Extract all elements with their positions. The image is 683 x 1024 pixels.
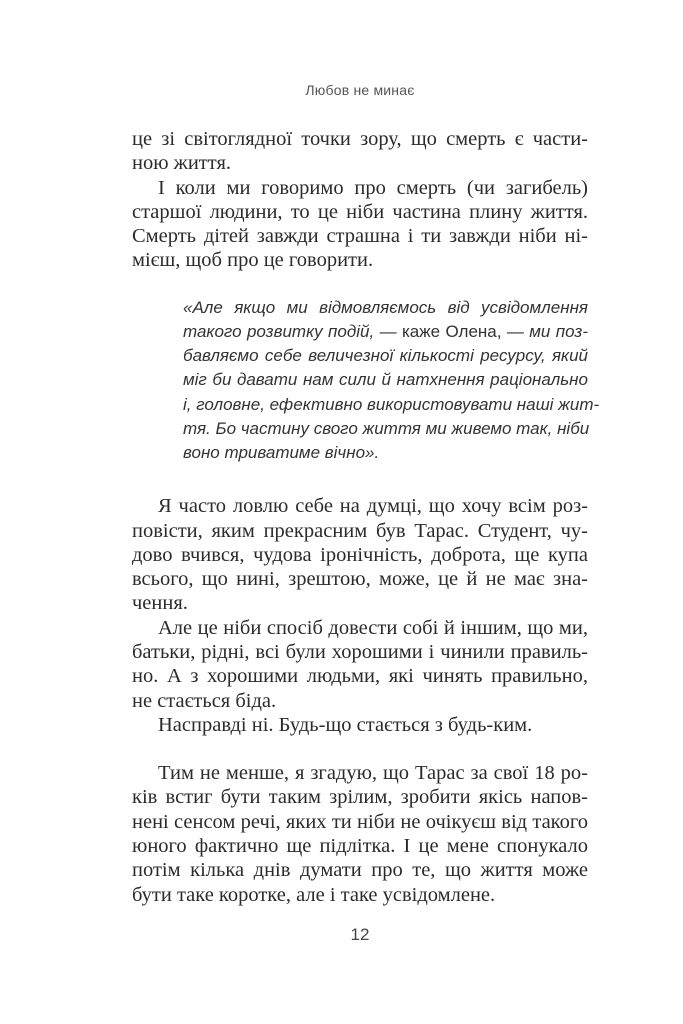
quote-line [183, 393, 600, 417]
text-line: не стається біда. [132, 689, 277, 712]
text-line: мієш, щоб про це говорити. [132, 249, 374, 272]
text-line: всього, що нині, зрештою, може, це й не має зна- [132, 568, 588, 591]
text-line: повісти, яким прекрасним був Тарас. Студент, чу- [132, 519, 588, 542]
text-line: Насправді ні. Будь-що стається з будь-ким. [158, 713, 533, 736]
paragraph-4 [132, 616, 588, 713]
block-quote [183, 296, 600, 465]
quote-text: «Але якщо ми відмовляємось від усвідомлення [183, 297, 588, 317]
quote-line [183, 296, 588, 320]
quote-line [183, 344, 588, 368]
paragraph-3 [132, 494, 588, 615]
text-line: це зі світоглядної точки зору, що смерть є части- [132, 128, 588, 150]
section-gap [132, 737, 588, 761]
quote-line [183, 320, 588, 344]
paragraph-1 [132, 127, 588, 176]
text-line: дово вчився, чудова іронічність, доброта, ще купа [132, 543, 588, 566]
text-line: бути таке коротке, але і таке усвідомлене. [132, 883, 496, 906]
text-line: чення. [132, 592, 188, 615]
text-line: ною життя. [132, 152, 231, 175]
text-line: юного фактично ще підлітка. І це мене спонукало [132, 835, 588, 858]
quote-attribution: — каже Олена, — [374, 321, 530, 341]
paragraph-6 [132, 761, 588, 907]
text-line: ків встиг бути таким зрілим, зробити якісь напов- [132, 786, 588, 809]
quote-text: бавляємо себе величезної кількості ресурсу, який [183, 346, 588, 366]
page-number: 12 [350, 925, 370, 944]
quote-line [183, 368, 588, 392]
running-head-title: Любов не минає [305, 82, 415, 98]
text-line: І коли ми говоримо про смерть (чи загибель) [158, 176, 588, 199]
text-line: потім кілька днів думати про те, що життя може [132, 859, 588, 882]
quote-text: тя. Бо частину свого життя ми живемо так, ніби [183, 418, 590, 438]
quote-line [183, 417, 588, 441]
text-line: но. А з хорошими людьми, які чинять правильно, [132, 665, 588, 688]
text-line: Я часто ловлю себе на думці, що хочу всім роз- [158, 495, 588, 518]
quote-text: ми поз- [529, 321, 588, 341]
text-line: Смерть дітей завжди страшна і ти завжди ніби ні- [132, 225, 588, 248]
text-line: старшої людини, то це ніби частина плину життя. [132, 200, 588, 223]
text-column [132, 127, 600, 907]
paragraph-2 [132, 176, 588, 273]
text-line: нені сенсом речі, яких ти ніби не очікуєш від такого [132, 810, 588, 833]
quote-text: міг би давати нам сили й натхнення раціонально [183, 370, 588, 390]
quote-text: і, головне, ефективно використовувати наші жит- [183, 394, 600, 414]
quote-text: воно триватиме вічно». [183, 443, 380, 462]
paragraph-5 [132, 713, 588, 737]
text-line: Але це ніби спосіб довести собі й іншим, що ми, [158, 616, 588, 639]
quote-line [183, 441, 588, 465]
text-line: батьки, рідні, всі були хорошими і чинили правиль- [132, 640, 588, 663]
text-line: Тим не менше, я згадую, що Тарас за свої 18 ро- [158, 762, 588, 785]
quote-text: такого розвитку подій, [183, 321, 375, 341]
